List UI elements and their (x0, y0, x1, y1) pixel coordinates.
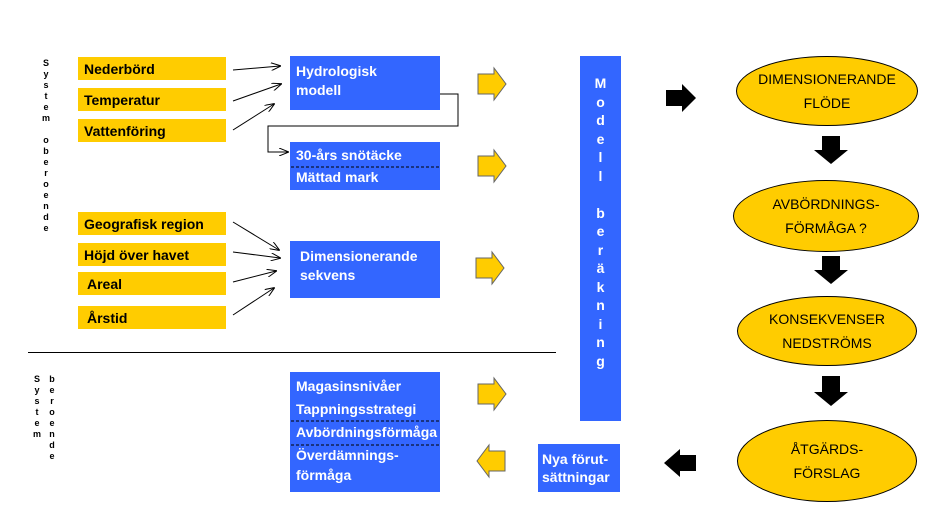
outcome-2-line-1: AVBÖRDNINGS- (772, 196, 880, 212)
hydro-line-1: Hydrologisk (296, 63, 377, 79)
block-arrow-snow (478, 150, 506, 182)
input-nederbord: Nederbörd (78, 57, 226, 80)
magasinsnivaer-label: Magasinsnivåer (296, 378, 402, 394)
black-arrow-to-outcome-1 (666, 84, 696, 112)
input-areal: Areal (78, 272, 226, 295)
arrow-nederbord-to-hydro (233, 66, 280, 70)
overdamning-line-2: förmåga (296, 467, 352, 483)
block-arrow-nya-to-dep (477, 445, 505, 477)
outcome-4-line-2: FÖRSLAG (793, 465, 861, 481)
dimseq-line-2: sekvens (300, 267, 356, 283)
input-temperatur: Temperatur (78, 88, 226, 111)
black-arrow-outcome-1-to-2 (814, 136, 848, 164)
mattad-mark-label: Mättad mark (296, 169, 379, 185)
outcome-4-line-1: ÅTGÄRDS- (790, 441, 864, 457)
avbordningsformaga-label: Avbördningsförmåga (296, 424, 438, 440)
black-arrow-to-nya (664, 449, 696, 477)
hydro-line-2: modell (296, 82, 342, 98)
black-arrow-outcome-2-to-3 (814, 256, 848, 284)
input-vattenforing: Vattenföring (78, 119, 226, 142)
arrow-areal-to-dimseq (233, 271, 276, 282)
dimseq-line-1: Dimensionerande (300, 248, 418, 264)
outcome-3-line-1: KONSEKVENSER (769, 311, 885, 327)
connector-hydro-to-snow (268, 94, 458, 152)
overdamning-line-1: Överdämnings- (296, 447, 399, 463)
nya-line-2: sättningar (542, 469, 610, 485)
snotacke-label: 30-års snötäcke (296, 147, 402, 163)
arrow-temperatur-to-hydro (233, 84, 281, 101)
block-arrow-magasin (478, 378, 506, 410)
system-dependent-label-col2: b e r o e n d e (49, 374, 55, 461)
outcome-1-line-1: DIMENSIONERANDE (758, 71, 896, 87)
black-arrow-outcome-3-to-4 (814, 376, 848, 406)
arrow-arstid-to-dimseq (233, 288, 274, 315)
arrow-hojd-to-dimseq (233, 252, 280, 258)
arrow-geografisk-to-dimseq (233, 222, 279, 250)
system-dependent-label-col1: S y s t e m (32, 374, 41, 439)
input-geografisk-region: Geografisk region (78, 212, 226, 235)
input-arstid: Årstid (78, 306, 226, 329)
block-arrow-dimseq (476, 252, 504, 284)
nya-line-1: Nya förut- (542, 451, 609, 467)
system-independent-label: S y s t e m o b e r o e n d e (41, 58, 50, 233)
modell-berakning-label: M o d e l l b e r ä k n i n g (594, 75, 607, 369)
outcome-3-line-2: NEDSTRÖMS (782, 335, 872, 351)
block-arrow-hydro (478, 68, 506, 100)
outcome-1-line-2: FLÖDE (803, 95, 851, 111)
outcome-2-line-2: FÖRMÅGA ? (785, 220, 867, 236)
input-hojd-over-havet: Höjd över havet (78, 243, 226, 266)
tappningsstrategi-label: Tappningsstrategi (296, 401, 417, 417)
